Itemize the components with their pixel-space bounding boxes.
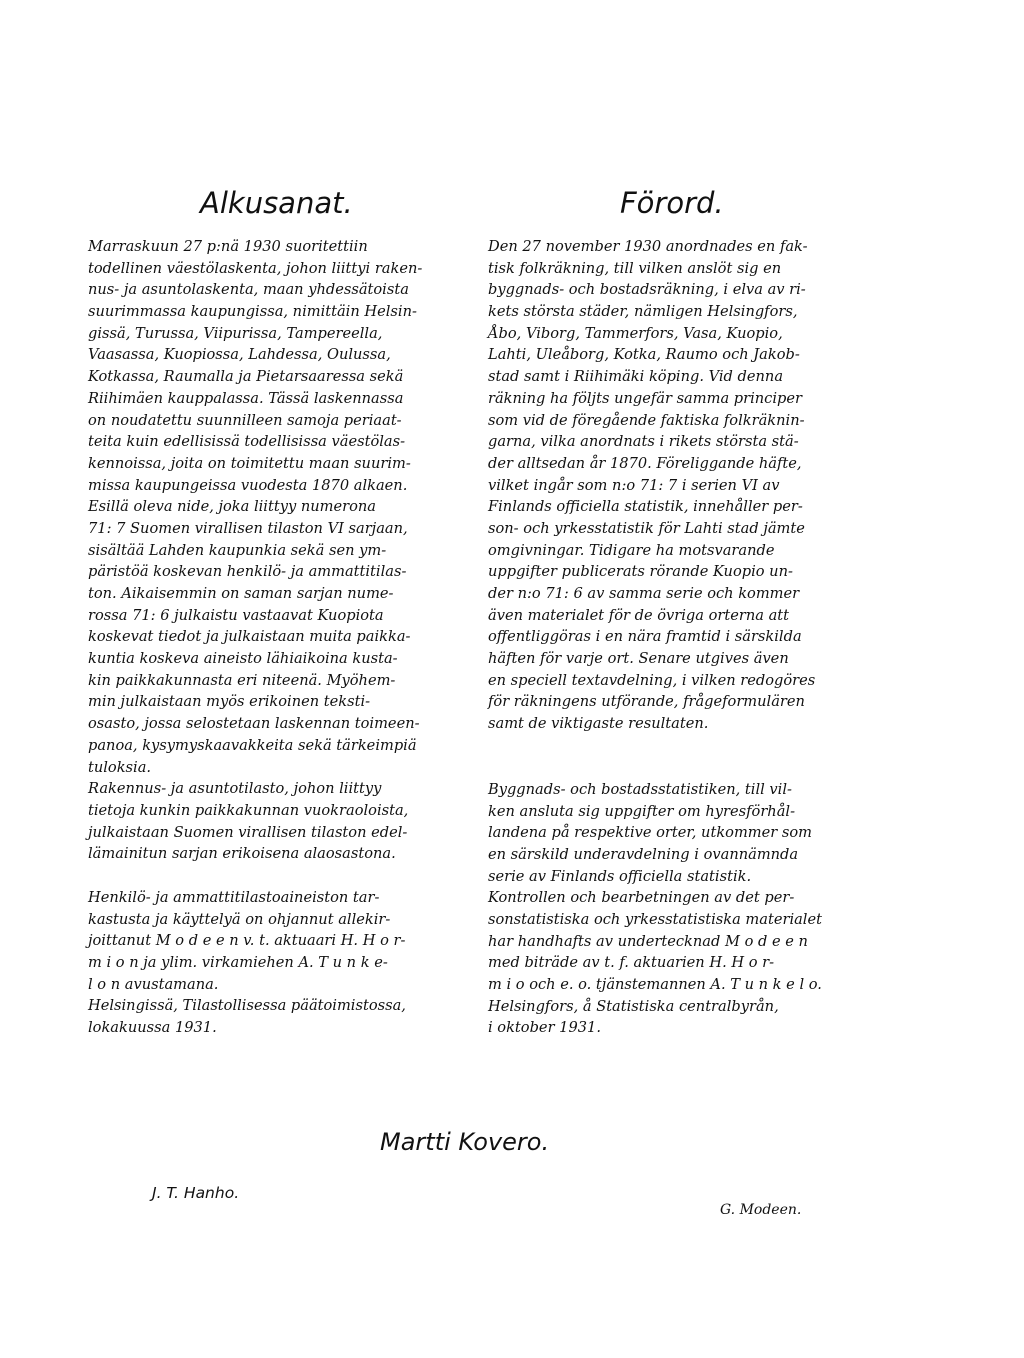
text-line: julkaistaan Suomen virallisen tilaston edel- — [88, 823, 408, 841]
text-line: tietoja kunkin paikkakunnan vuokraoloista, — [88, 801, 409, 819]
text-line: päristöä koskevan henkilö- ja ammattitilas- — [88, 563, 407, 581]
text-line: Riihimäen kauppalassa. Tässä laskennassa — [88, 389, 404, 407]
text-line: Kotkassa, Raumalla ja Pietarsaaressa sekä — [88, 368, 404, 386]
text-line: koskevat tiedot ja julkaistaan muita paikka- — [88, 628, 411, 646]
text-line: häften för varje ort. Senare utgives även — [488, 650, 789, 668]
text-line: m i o n ja ylim. virkamiehen A. T u n k e- — [88, 954, 388, 971]
text-line: kastusta ja käyttelyä on ohjannut allekir- — [88, 910, 391, 928]
text-line: missa kaupungeissa vuodesta 1870 alkaen. — [88, 476, 408, 494]
text-line: kin paikkakunnasta eri niteenä. Myöhem- — [88, 671, 396, 689]
text-line: har handhafts av undertecknad M o d e e n — [488, 932, 808, 950]
text-line: kennoissa, joita on toimitettu maan suurim- — [88, 454, 411, 472]
text-line: ken ansluta sig uppgifter om hyresförhål- — [488, 802, 795, 820]
text-line: Helsingfors, å Statistiska centralbyrån, — [488, 997, 779, 1015]
text-line: sonstatistiska och yrkesstatistiska materialet — [488, 910, 822, 928]
text-line: offentliggöras i en nära framtid i särskilda — [488, 628, 802, 646]
text-line: en speciell textavdelning, i vilken redogöres — [488, 671, 816, 689]
text-line: rossa 71: 6 julkaistu vastaavat Kuopiota — [88, 606, 384, 624]
text-line: Byggnads- och bostadsstatistiken, till vil- — [488, 780, 792, 798]
text-line: med biträde av t. f. aktuarien H. H o r- — [488, 954, 775, 972]
swedish-heading: Förord. — [620, 186, 724, 220]
text-line: min julkaistaan myös erikoinen teksti- — [88, 693, 371, 711]
text-line: Kontrollen och bearbetningen av det per- — [488, 889, 795, 907]
text-line: samt de viktigaste resultaten. — [488, 715, 709, 733]
text-line: stad samt i Riihimäki köping. Vid denna — [488, 368, 784, 386]
text-line: ton. Aikaisemmin on saman sarjan nume- — [88, 585, 394, 602]
text-line: nus- ja asuntolaskenta, maan yhdessätoista — [88, 281, 409, 299]
text-line: Rakennus- ja asuntotilasto, johon liittyy — [88, 780, 382, 798]
text-line: lämainitun sarjan erikoisena alaosastona. — [88, 845, 396, 863]
text-line: Esillä oleva nide, joka liittyy numerona — [88, 498, 376, 516]
text-line: suurimmassa kaupungissa, nimittäin Helsin- — [88, 303, 417, 321]
text-line: kuntia koskeva aineisto lähiaikoina kusta- — [88, 650, 398, 668]
text-line: garna, vilka anordnats i rikets största stä- — [488, 433, 799, 451]
text-line: 71: 7 Suomen virallisen tilaston VI sarjaan, — [88, 519, 408, 537]
signature-modeen: G. Modeen. — [720, 1202, 802, 1218]
text-line: lokakuussa 1931. — [88, 1019, 217, 1037]
text-line: räkning ha följts ungefär samma principer — [488, 389, 802, 407]
text-line: även materialet för de övriga orterna att — [488, 606, 789, 624]
text-line: son- och yrkesstatistik för Lahti stad jämte — [488, 519, 805, 537]
text-line: kets största städer, nämligen Helsingfors, — [488, 303, 798, 321]
signature-kovero: Martti Kovero. — [380, 1128, 550, 1156]
text-line: todellinen väestölaskenta, johon liittyi raken- — [88, 259, 423, 277]
text-line: teita kuin edellisissä todellisissa väestölas- — [88, 433, 406, 451]
text-line: tuloksia. — [88, 758, 152, 776]
text-line: der alltsedan år 1870. Föreliggande häfte, — [488, 454, 802, 472]
swedish-column — [488, 236, 880, 1039]
text-line: der n:o 71: 6 av samma serie och kommer — [488, 585, 800, 602]
text-line: Åbo, Viborg, Tammerfors, Vasa, Kuopio, — [488, 324, 783, 342]
finnish-heading: Alkusanat. — [200, 186, 353, 220]
text-line: Finlands officiella statistik, innehåller per- — [488, 498, 803, 516]
text-line: on noudatettu suunnilleen samoja periaat- — [88, 411, 402, 429]
signature-hanho: J. T. Hanho. — [152, 1184, 240, 1202]
text-line: gissä, Turussa, Viipurissa, Tampereella, — [88, 324, 383, 342]
paragraph-gap — [488, 735, 880, 757]
text-line: vilket ingår som n:o 71: 7 i serien VI av — [488, 476, 780, 494]
paragraph-gap — [88, 865, 480, 887]
text-line: l o n avustamana. — [88, 975, 219, 993]
text-line: serie av Finlands officiella statistik. — [488, 867, 752, 885]
text-line: Lahti, Uleåborg, Kotka, Raumo och Jakob- — [488, 346, 800, 364]
text-line: Den 27 november 1930 anordnades en fak- — [488, 238, 808, 255]
text-line: i oktober 1931. — [488, 1019, 601, 1037]
text-line: för räkningens utförande, frågeformulären — [488, 693, 805, 711]
paragraph-gap — [488, 757, 880, 779]
text-line: sisältää Lahden kaupunkia sekä sen ym- — [88, 541, 387, 559]
text-line: m i o och e. o. tjänstemannen A. T u n k e l o. — [488, 976, 822, 993]
text-line: omgivningar. Tidigare ha motsvarande — [488, 541, 775, 559]
text-line: uppgifter publicerats rörande Kuopio un- — [488, 563, 793, 581]
text-line: Marraskuun 27 p:nä 1930 suoritettiin — [88, 238, 368, 255]
text-line: panoa, kysymyskaavakkeita sekä tärkeimpiä — [88, 736, 417, 754]
text-line: landena på respektive orter, utkommer som — [488, 824, 812, 842]
text-line: Henkilö- ja ammattitilastoaineiston tar- — [88, 888, 380, 906]
text-line: som vid de föregående faktiska folkräknin- — [488, 411, 805, 429]
text-line: byggnads- och bostadsräkning, i elva av ri- — [488, 281, 806, 299]
text-line: tisk folkräkning, till vilken anslöt sig en — [488, 259, 782, 277]
text-line: Vaasassa, Kuopiossa, Lahdessa, Oulussa, — [88, 346, 391, 364]
text-line: osasto, jossa selostetaan laskennan toimeen- — [88, 715, 420, 733]
text-line: joittanut M o d e e n v. t. aktuaari H. H o r- — [88, 932, 406, 950]
finnish-column — [88, 236, 480, 1039]
text-line: Helsingissä, Tilastollisessa päätoimistossa, — [88, 997, 406, 1015]
text-line: en särskild underavdelning i ovannämnda — [488, 845, 799, 863]
